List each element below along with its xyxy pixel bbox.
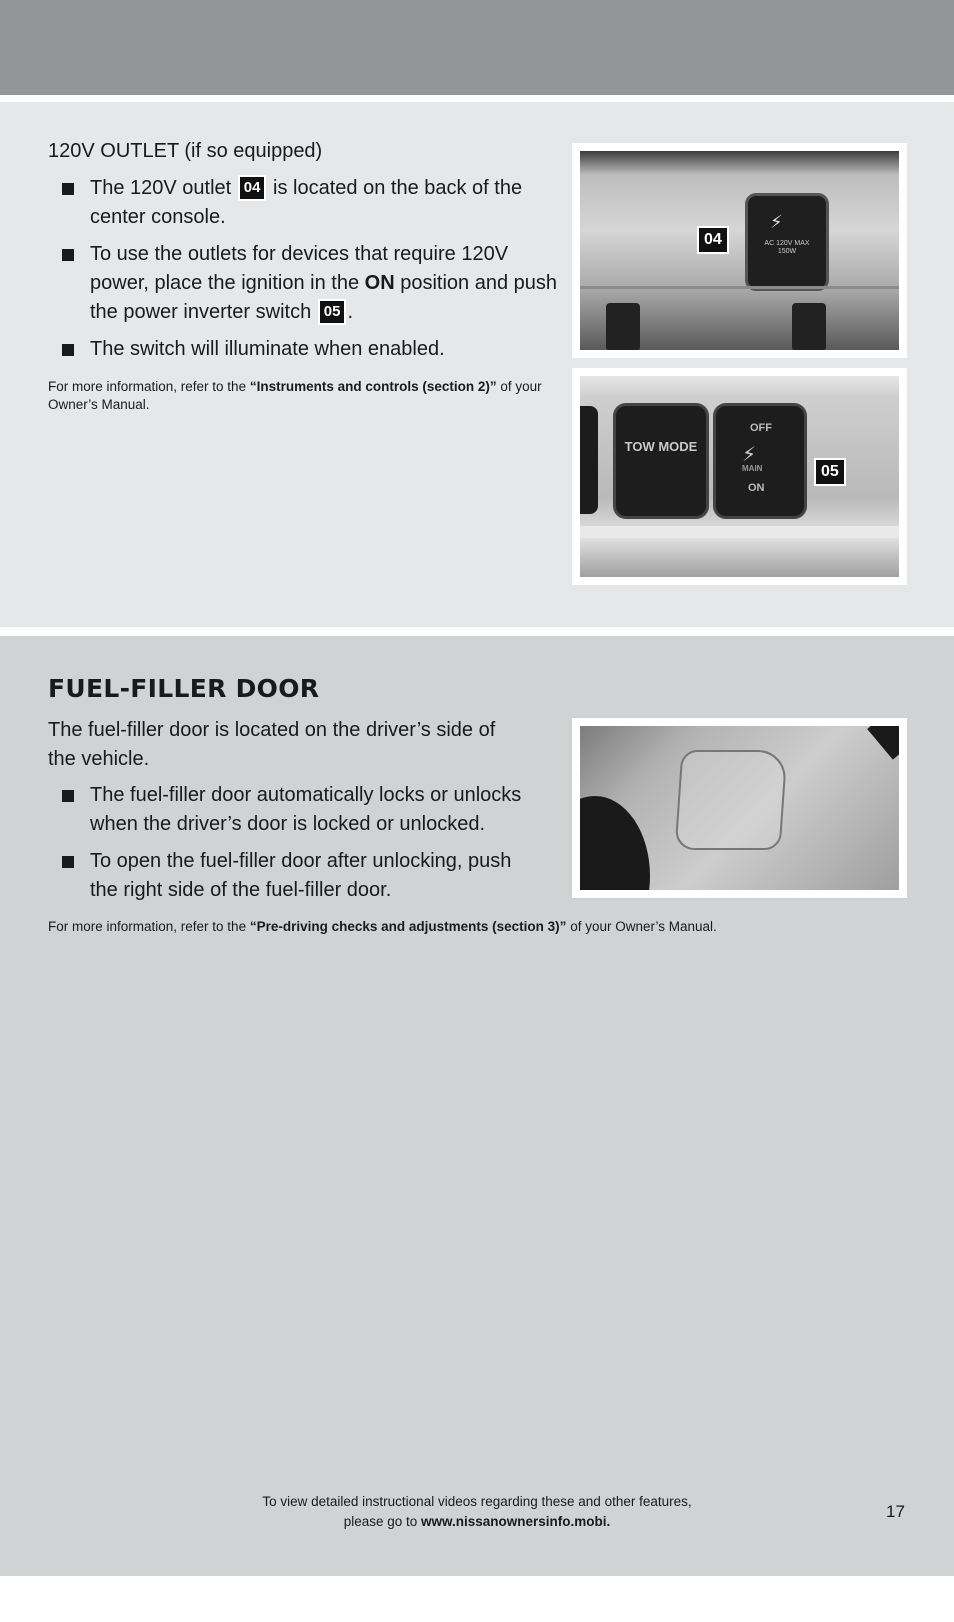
website-link[interactable]: www.nissanownersinfo.mobi. [421, 1514, 611, 1529]
outlet-reference-note: For more information, refer to the “Instruments and controls (section 2)” of your Owner’s Manual. [48, 379, 542, 412]
outlet-section [0, 102, 954, 627]
list-item: The fuel-filler door automatically locks or unlocks when the driver’s door is locked or unlocked. [48, 781, 528, 839]
bullet-square-icon [62, 249, 74, 261]
inverter-switch: OFF ⚡ MAIN ON [716, 406, 804, 516]
inverter-switch-photo [572, 368, 907, 585]
list-item: The switch will illuminate when enabled. [48, 335, 568, 364]
list-item: The 120V outlet 04 is located on the back of the center console. [48, 174, 568, 232]
bullet-square-icon [62, 183, 74, 195]
outlet-rating-label: AC 120V MAX 150W [764, 240, 810, 255]
page-number: 17 [886, 1502, 905, 1521]
plug-icon: ⚡ [770, 212, 783, 232]
outlet-bullet-list [48, 174, 568, 372]
photo-callout-04: 04 [699, 228, 727, 252]
fuel-filler-reference-note: For more information, refer to the “Pre-driving checks and adjustments (section 3)” of your Owner’s Manual. [48, 919, 717, 934]
bullet-square-icon [62, 344, 74, 356]
photo-callout-05: 05 [816, 460, 844, 484]
outlet-heading: 120V OUTLET (if so equipped) [48, 140, 323, 162]
fuel-door-photo [572, 718, 907, 898]
bullet-square-icon [62, 856, 74, 868]
list-item: To use the outlets for devices that require 120V power, place the ignition in the ON position and push the power inverter switch 05 . [48, 240, 568, 327]
outlet-photo [572, 143, 907, 358]
plug-icon: ⚡ [742, 444, 757, 466]
callout-badge: 05 [320, 301, 345, 323]
list-item: To open the fuel-filler door after unlocking, push the right side of the fuel-filler door. [48, 847, 528, 905]
header-band [0, 0, 954, 95]
tire [580, 796, 650, 890]
callout-badge: 04 [240, 177, 265, 199]
bullet-square-icon [62, 790, 74, 802]
fuel-filler-door [675, 750, 788, 850]
fuel-filler-section [0, 636, 954, 1576]
fuel-filler-intro: The fuel-filler door is located on the driver’s side of the vehicle. [48, 719, 496, 770]
fuel-filler-bullet-list [48, 781, 528, 913]
footer-note: To view detailed instructional videos regarding these and other features, please go to www.nissanownersinfo.mobi. [262, 1494, 692, 1529]
power-outlet [748, 196, 826, 288]
fuel-filler-title: FUEL-FILLER DOOR [48, 674, 320, 703]
tow-mode-button: TOW MODE [616, 406, 706, 516]
